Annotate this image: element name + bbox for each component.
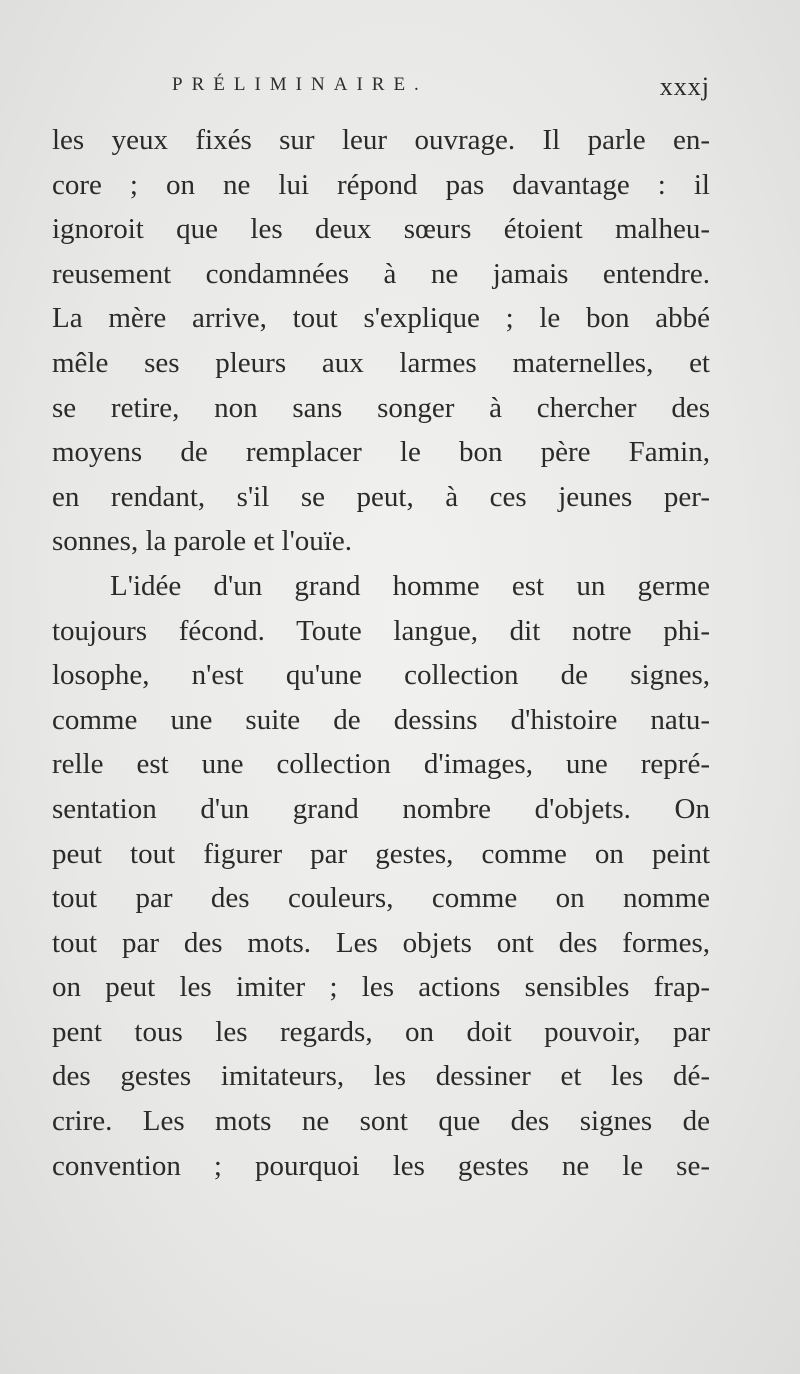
- text-line: ignoroit que les deux sœurs étoient malheu-: [52, 213, 710, 246]
- text-line: toujours fécond. Toute langue, dit notre phi-: [52, 614, 710, 647]
- text-line: losophe, n'est qu'une collection de signes,: [52, 659, 710, 692]
- text-line: tout par des couleurs, comme on nomme: [52, 882, 710, 915]
- page-number: xxxj: [659, 72, 710, 101]
- text-line: peut tout figurer par gestes, comme on peint: [52, 837, 710, 870]
- text-line: La mère arrive, tout s'explique ; le bon abbé: [52, 302, 710, 335]
- text-line: crire. Les mots ne sont que des signes de: [52, 1105, 710, 1138]
- text-line: des gestes imitateurs, les dessiner et les dé-: [52, 1060, 710, 1093]
- text-line: tout par des mots. Les objets ont des formes,: [52, 926, 710, 959]
- text-line: comme une suite de dessins d'histoire natu-: [52, 703, 710, 736]
- text-line: en rendant, s'il se peut, à ces jeunes per-: [52, 480, 710, 513]
- text-line: sonnes, la parole et l'ouïe.: [52, 525, 352, 558]
- text-line: se retire, non sans songer à chercher des: [52, 391, 710, 424]
- text-line: pent tous les regards, on doit pouvoir, par: [52, 1015, 710, 1048]
- text-line: convention ; pourquoi les gestes ne le se-: [52, 1149, 710, 1182]
- running-head: [52, 74, 712, 104]
- text-line: reusement condamnées à ne jamais entendre.: [52, 257, 710, 290]
- text-line: les yeux fixés sur leur ouvrage. Il parle en-: [52, 124, 710, 156]
- body-text: [52, 118, 710, 1188]
- text-line: L'idée d'un grand homme est un germe: [110, 569, 710, 602]
- text-line: sentation d'un grand nombre d'objets. On: [52, 792, 710, 825]
- text-line: mêle ses pleurs aux larmes maternelles, et: [52, 346, 710, 379]
- running-title: PRÉLIMINAIRE.: [172, 74, 428, 95]
- text-line: on peut les imiter ; les actions sensibles frap-: [52, 971, 710, 1004]
- text-line: core ; on ne lui répond pas davantage : il: [52, 168, 710, 201]
- text-line: relle est une collection d'images, une repré-: [52, 748, 710, 781]
- text-line: moyens de remplacer le bon père Famin,: [52, 436, 710, 469]
